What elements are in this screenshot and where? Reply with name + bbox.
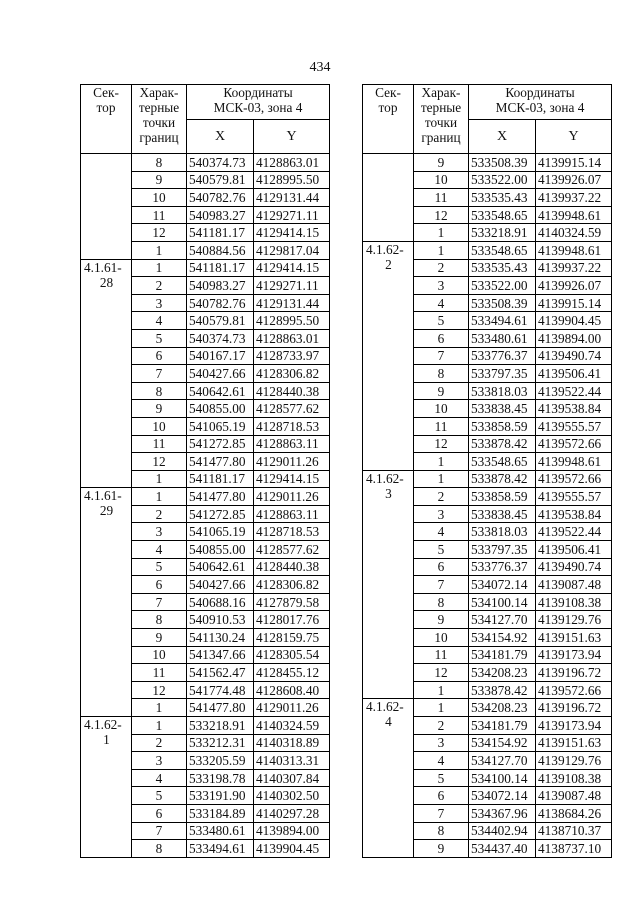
coord-y: 4129011.26	[254, 488, 330, 506]
point-number: 12	[414, 206, 469, 224]
coord-x: 541774.48	[187, 681, 254, 699]
point-number: 11	[132, 435, 187, 453]
header-coords-line: Координаты	[505, 85, 575, 100]
coord-y: 4139522.44	[536, 382, 612, 400]
point-number: 7	[132, 365, 187, 383]
sector-label: 28	[99, 274, 114, 290]
coord-x: 534072.14	[469, 787, 536, 805]
coord-y: 4139915.14	[536, 154, 612, 172]
point-number: 9	[132, 629, 187, 647]
coord-y: 4139538.84	[536, 505, 612, 523]
table-row	[363, 241, 612, 259]
table-row	[81, 154, 330, 172]
coord-x: 533548.65	[469, 453, 536, 471]
coord-y: 4139506.41	[536, 541, 612, 559]
sector-label: 4.1.61-	[84, 259, 122, 275]
coord-y: 4139904.45	[536, 312, 612, 330]
point-number: 8	[414, 593, 469, 611]
point-number: 5	[132, 329, 187, 347]
coord-x: 533218.91	[469, 224, 536, 242]
header-y: Y	[254, 120, 330, 154]
coord-x: 540688.16	[187, 593, 254, 611]
coord-y: 4140313.31	[254, 752, 330, 770]
coord-y: 4139151.63	[536, 734, 612, 752]
coord-x: 533522.00	[469, 171, 536, 189]
point-number: 4	[132, 541, 187, 559]
point-number: 6	[414, 329, 469, 347]
point-number: 1	[414, 453, 469, 471]
point-number: 1	[132, 241, 187, 259]
coord-y: 4139490.74	[536, 558, 612, 576]
coord-y: 4139087.48	[536, 787, 612, 805]
coord-x: 533858.59	[469, 488, 536, 506]
point-number: 12	[132, 453, 187, 471]
header-coords-line: МСК-03, зона 4	[495, 100, 585, 115]
point-number: 8	[414, 365, 469, 383]
point-number: 1	[132, 259, 187, 277]
coord-y: 4128159.75	[254, 629, 330, 647]
coord-y: 4128718.53	[254, 417, 330, 435]
coord-x: 541477.80	[187, 453, 254, 471]
point-number: 11	[414, 417, 469, 435]
point-number: 9	[414, 382, 469, 400]
coord-x: 533218.91	[187, 717, 254, 735]
point-number: 8	[132, 840, 187, 858]
point-number: 10	[132, 646, 187, 664]
header-sector-line: Сек-	[93, 85, 119, 100]
point-number: 5	[414, 541, 469, 559]
coordinates-table-right	[362, 84, 612, 858]
coord-x: 533494.61	[187, 840, 254, 858]
coord-x: 541272.85	[187, 435, 254, 453]
point-number: 5	[132, 558, 187, 576]
coord-x: 541181.17	[187, 224, 254, 242]
coord-x: 541130.24	[187, 629, 254, 647]
point-number: 10	[132, 189, 187, 207]
coord-x: 533878.42	[469, 435, 536, 453]
point-number: 7	[414, 576, 469, 594]
coord-y: 4140302.50	[254, 787, 330, 805]
coord-x: 541181.17	[187, 259, 254, 277]
coord-y: 4128995.50	[254, 312, 330, 330]
point-number: 10	[132, 417, 187, 435]
sector-cell	[363, 154, 414, 242]
coord-x: 541477.80	[187, 699, 254, 717]
coord-x: 533205.59	[187, 752, 254, 770]
coord-y: 4129414.15	[254, 224, 330, 242]
coord-y: 4127879.58	[254, 593, 330, 611]
coord-y: 4140324.59	[254, 717, 330, 735]
coord-x: 540642.61	[187, 382, 254, 400]
coord-x: 533480.61	[469, 329, 536, 347]
coord-y: 4129271.11	[254, 277, 330, 295]
coord-y: 4128577.62	[254, 400, 330, 418]
point-number: 4	[132, 312, 187, 330]
sector-label: 2	[385, 256, 392, 272]
point-number: 10	[414, 171, 469, 189]
sector-cell	[363, 470, 414, 699]
coord-y: 4140318.89	[254, 734, 330, 752]
coord-x: 533508.39	[469, 294, 536, 312]
point-number: 8	[414, 822, 469, 840]
coord-x: 533494.61	[469, 312, 536, 330]
point-number: 5	[132, 787, 187, 805]
table-row	[363, 470, 612, 488]
coord-x: 533818.03	[469, 382, 536, 400]
sector-cell	[81, 259, 132, 488]
point-number: 8	[132, 611, 187, 629]
point-number: 1	[414, 241, 469, 259]
point-number: 4	[414, 752, 469, 770]
point-number: 1	[132, 717, 187, 735]
coord-x: 533548.65	[469, 241, 536, 259]
coord-y: 4139937.22	[536, 259, 612, 277]
point-number: 4	[414, 294, 469, 312]
coord-y: 4138737.10	[536, 840, 612, 858]
coord-x: 533838.45	[469, 400, 536, 418]
coord-x: 534154.92	[469, 629, 536, 647]
coord-x: 534208.23	[469, 664, 536, 682]
coord-y: 4139506.41	[536, 365, 612, 383]
coordinates-table-left	[80, 84, 330, 858]
coord-y: 4139894.00	[254, 822, 330, 840]
sector-label: 4.1.62-	[366, 241, 404, 257]
coord-x: 534100.14	[469, 593, 536, 611]
coord-x: 540782.76	[187, 189, 254, 207]
point-number: 7	[414, 347, 469, 365]
table-row	[81, 488, 330, 506]
page-number: 434	[309, 60, 331, 75]
point-number: 2	[132, 277, 187, 295]
coord-y: 4139894.00	[536, 329, 612, 347]
coord-x: 540884.56	[187, 241, 254, 259]
table-row	[81, 259, 330, 277]
header-x: X	[469, 120, 536, 154]
coord-x: 541477.80	[187, 488, 254, 506]
coord-y: 4128455.12	[254, 664, 330, 682]
table-row	[363, 699, 612, 717]
coord-x: 540427.66	[187, 576, 254, 594]
point-number: 7	[414, 804, 469, 822]
coord-x: 534127.70	[469, 611, 536, 629]
table-row	[81, 717, 330, 735]
header-point-line: терные	[138, 100, 180, 115]
coord-x: 540983.27	[187, 206, 254, 224]
coord-x: 540427.66	[187, 365, 254, 383]
coord-y: 4128863.01	[254, 154, 330, 172]
coord-y: 4139129.76	[536, 752, 612, 770]
point-number: 8	[132, 382, 187, 400]
header-point-line: границ	[421, 130, 461, 145]
point-number: 9	[414, 611, 469, 629]
coord-y: 4128017.76	[254, 611, 330, 629]
coord-x: 540910.53	[187, 611, 254, 629]
point-number: 10	[414, 400, 469, 418]
coord-y: 4128863.11	[254, 435, 330, 453]
point-number: 10	[414, 629, 469, 647]
point-number: 1	[414, 470, 469, 488]
coord-y: 4129131.44	[254, 294, 330, 312]
coord-x: 541347.66	[187, 646, 254, 664]
coord-x: 533508.39	[469, 154, 536, 172]
coord-y: 4139555.57	[536, 488, 612, 506]
coord-y: 4139572.66	[536, 435, 612, 453]
sector-label: 4.1.62-	[366, 470, 404, 486]
header-point-line: Харак-	[139, 85, 179, 100]
coord-y: 4139196.72	[536, 699, 612, 717]
point-number: 12	[414, 664, 469, 682]
coord-y: 4139522.44	[536, 523, 612, 541]
coord-x: 540579.81	[187, 171, 254, 189]
point-number: 2	[414, 259, 469, 277]
point-number: 12	[132, 681, 187, 699]
point-number: 2	[132, 505, 187, 523]
point-number: 7	[132, 593, 187, 611]
point-number: 4	[132, 769, 187, 787]
sector-cell	[363, 699, 414, 857]
coord-y: 4139937.22	[536, 189, 612, 207]
coord-x: 533522.00	[469, 277, 536, 295]
sector-label: 29	[99, 503, 114, 519]
header-point-line: Харак-	[421, 85, 461, 100]
coord-y: 4129414.15	[254, 259, 330, 277]
header-point	[414, 85, 469, 154]
coord-x: 533535.43	[469, 189, 536, 207]
point-number: 11	[414, 646, 469, 664]
sector-label: 1	[103, 732, 110, 747]
coord-x: 541065.19	[187, 417, 254, 435]
coord-y: 4128306.82	[254, 576, 330, 594]
coord-x: 533797.35	[469, 541, 536, 559]
coord-x: 541272.85	[187, 505, 254, 523]
coord-x: 533797.35	[469, 365, 536, 383]
point-number: 2	[132, 734, 187, 752]
header-point-line: границ	[139, 130, 179, 145]
header-point-line: точки	[424, 115, 458, 130]
coord-x: 540642.61	[187, 558, 254, 576]
point-number: 6	[132, 347, 187, 365]
point-number: 3	[132, 294, 187, 312]
point-number: 1	[414, 699, 469, 717]
coord-x: 534127.70	[469, 752, 536, 770]
point-number: 9	[414, 840, 469, 858]
coord-x: 533838.45	[469, 505, 536, 523]
coord-y: 4129011.26	[254, 453, 330, 471]
coord-y: 4128306.82	[254, 365, 330, 383]
point-number: 6	[414, 558, 469, 576]
coord-x: 533198.78	[187, 769, 254, 787]
coord-x: 533535.43	[469, 259, 536, 277]
coord-y: 4128305.54	[254, 646, 330, 664]
point-number: 3	[414, 734, 469, 752]
point-number: 1	[132, 699, 187, 717]
coord-y: 4139948.61	[536, 453, 612, 471]
coord-y: 4139572.66	[536, 470, 612, 488]
point-number: 1	[414, 681, 469, 699]
coord-y: 4139555.57	[536, 417, 612, 435]
sector-label: 4	[385, 714, 392, 730]
coord-x: 534072.14	[469, 576, 536, 594]
coord-y: 4139915.14	[536, 294, 612, 312]
coord-x: 534100.14	[469, 769, 536, 787]
coord-y: 4128608.40	[254, 681, 330, 699]
coord-y: 4138710.37	[536, 822, 612, 840]
header-sector-line: тор	[96, 100, 116, 115]
coord-x: 540167.17	[187, 347, 254, 365]
coord-x: 540855.00	[187, 541, 254, 559]
sector-label: 4.1.62-	[84, 717, 122, 732]
coord-x: 541181.17	[187, 470, 254, 488]
coord-x: 540579.81	[187, 312, 254, 330]
coord-y: 4139151.63	[536, 629, 612, 647]
coord-y: 4139129.76	[536, 611, 612, 629]
coord-y: 4128440.38	[254, 558, 330, 576]
point-number: 6	[132, 804, 187, 822]
coord-y: 4139572.66	[536, 681, 612, 699]
point-number: 7	[132, 822, 187, 840]
header-point-line: точки	[142, 115, 176, 130]
coord-y: 4129271.11	[254, 206, 330, 224]
point-number: 3	[414, 277, 469, 295]
coord-y: 4139948.61	[536, 206, 612, 224]
point-number: 12	[414, 435, 469, 453]
coord-y: 4139173.94	[536, 717, 612, 735]
coord-y: 4128440.38	[254, 382, 330, 400]
coord-x: 541065.19	[187, 523, 254, 541]
coord-y: 4128863.01	[254, 329, 330, 347]
point-number: 6	[132, 576, 187, 594]
coord-y: 4139087.48	[536, 576, 612, 594]
sector-cell	[81, 488, 132, 717]
coord-y: 4139948.61	[536, 241, 612, 259]
point-number: 9	[132, 171, 187, 189]
header-point	[132, 85, 187, 154]
coord-y: 4140297.28	[254, 804, 330, 822]
coord-x: 533858.59	[469, 417, 536, 435]
sector-label: 4.1.61-	[84, 488, 122, 504]
coord-x: 540782.76	[187, 294, 254, 312]
point-number: 6	[414, 787, 469, 805]
coord-x: 540374.73	[187, 329, 254, 347]
coord-x: 534208.23	[469, 699, 536, 717]
point-number: 2	[414, 717, 469, 735]
point-number: 8	[132, 154, 187, 172]
coord-y: 4128863.11	[254, 505, 330, 523]
point-number: 12	[132, 224, 187, 242]
coord-x: 533878.42	[469, 681, 536, 699]
coord-x: 534402.94	[469, 822, 536, 840]
coord-y: 4139926.07	[536, 171, 612, 189]
coord-y: 4139108.38	[536, 593, 612, 611]
point-number: 5	[414, 769, 469, 787]
coord-x: 533548.65	[469, 206, 536, 224]
header-y: Y	[536, 120, 612, 154]
coord-y: 4139538.84	[536, 400, 612, 418]
point-number: 11	[132, 206, 187, 224]
coord-x: 533191.90	[187, 787, 254, 805]
coord-x: 534367.96	[469, 804, 536, 822]
coord-x: 534154.92	[469, 734, 536, 752]
coord-x: 540983.27	[187, 277, 254, 295]
coord-x: 534181.79	[469, 717, 536, 735]
point-number: 2	[414, 488, 469, 506]
sector-cell	[81, 717, 132, 858]
coord-y: 4128995.50	[254, 171, 330, 189]
point-number: 3	[414, 505, 469, 523]
point-number: 4	[414, 523, 469, 541]
header-x: X	[187, 120, 254, 154]
coord-x: 540374.73	[187, 154, 254, 172]
point-number: 3	[132, 523, 187, 541]
header-coordinates	[469, 85, 612, 120]
sector-cell	[363, 241, 414, 470]
table-row	[363, 154, 612, 172]
header-sector-line: тор	[378, 100, 398, 115]
coord-y: 4129131.44	[254, 189, 330, 207]
sector-label: 4.1.62-	[366, 699, 404, 715]
coord-x: 533184.89	[187, 804, 254, 822]
coord-x: 533776.37	[469, 347, 536, 365]
sector-cell	[81, 154, 132, 260]
coord-y: 4129817.04	[254, 241, 330, 259]
header-coords-line: Координаты	[223, 85, 293, 100]
point-number: 5	[414, 312, 469, 330]
point-number: 1	[132, 470, 187, 488]
point-number: 1	[132, 488, 187, 506]
point-number: 11	[132, 664, 187, 682]
coord-x: 541562.47	[187, 664, 254, 682]
coord-y: 4139196.72	[536, 664, 612, 682]
coord-y: 4140324.59	[536, 224, 612, 242]
coord-y: 4139904.45	[254, 840, 330, 858]
coord-x: 533480.61	[187, 822, 254, 840]
header-sector	[81, 85, 132, 154]
coord-y: 4138684.26	[536, 804, 612, 822]
coord-y: 4129011.26	[254, 699, 330, 717]
coord-y: 4139926.07	[536, 277, 612, 295]
point-number: 3	[132, 752, 187, 770]
coord-y: 4139490.74	[536, 347, 612, 365]
coord-y: 4128577.62	[254, 541, 330, 559]
header-coords-line: МСК-03, зона 4	[213, 100, 303, 115]
header-sector	[363, 85, 414, 154]
coord-y: 4140307.84	[254, 769, 330, 787]
coord-x: 533818.03	[469, 523, 536, 541]
coord-y: 4139173.94	[536, 646, 612, 664]
coord-x: 533878.42	[469, 470, 536, 488]
point-number: 11	[414, 189, 469, 207]
coord-x: 533212.31	[187, 734, 254, 752]
coord-y: 4128718.53	[254, 523, 330, 541]
point-number: 9	[414, 154, 469, 172]
header-coordinates	[187, 85, 330, 120]
coord-x: 540855.00	[187, 400, 254, 418]
point-number: 9	[132, 400, 187, 418]
point-number: 1	[414, 224, 469, 242]
coord-x: 533776.37	[469, 558, 536, 576]
sector-label: 3	[385, 485, 392, 501]
coord-x: 534181.79	[469, 646, 536, 664]
coord-y: 4128733.97	[254, 347, 330, 365]
coord-y: 4129414.15	[254, 470, 330, 488]
coord-x: 534437.40	[469, 840, 536, 858]
header-sector-line: Сек-	[375, 85, 401, 100]
header-point-line: терные	[420, 100, 462, 115]
coord-y: 4139108.38	[536, 769, 612, 787]
